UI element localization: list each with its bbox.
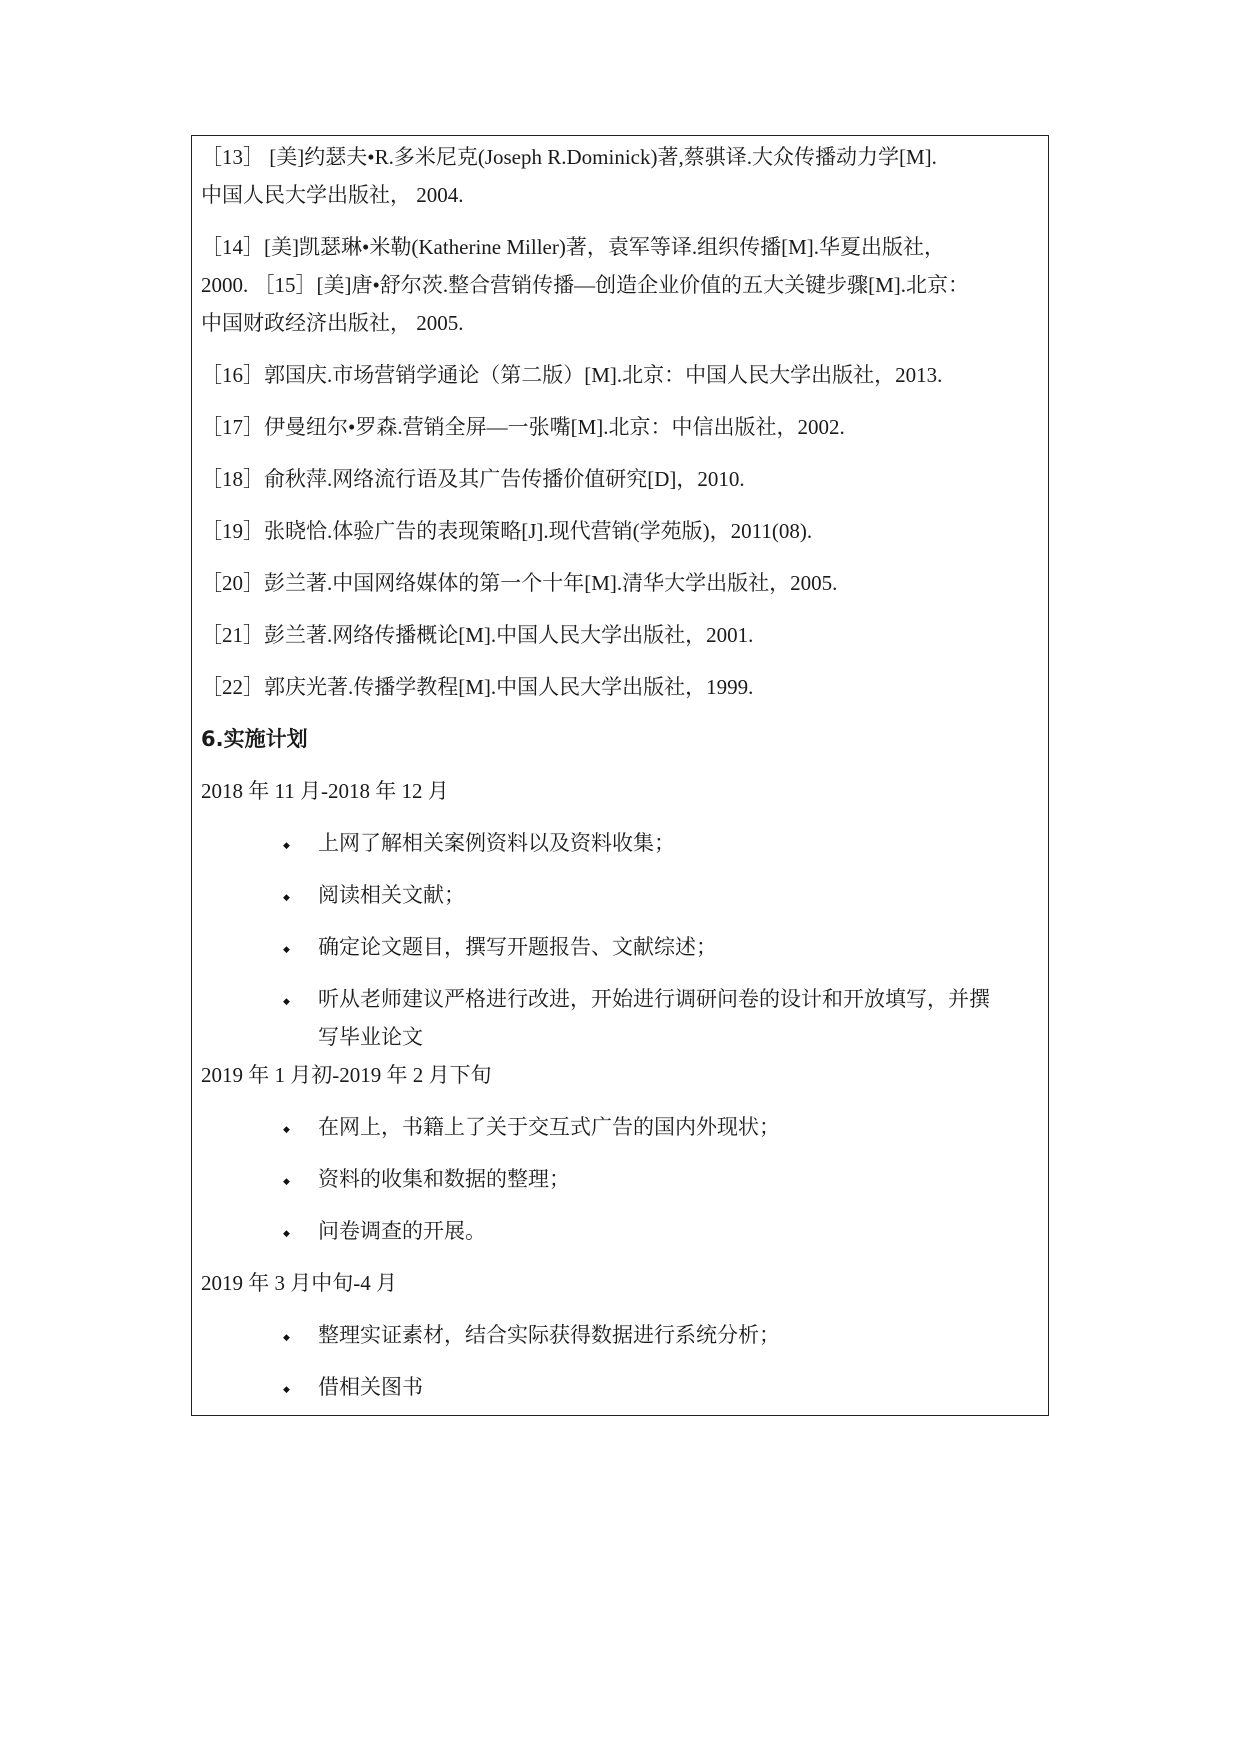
task-item xyxy=(201,1160,1039,1198)
task-item xyxy=(201,980,1039,1056)
reference-line: 中国财政经济出版社， 2005. xyxy=(201,311,464,335)
reference-line: ［18］俞秋萍.网络流行语及其广告传播价值研究[D]，2010. xyxy=(201,467,745,491)
task-item xyxy=(201,1108,1039,1146)
reference-entry xyxy=(201,460,1039,498)
task-item xyxy=(201,1316,1039,1354)
task-text: 整理实证素材，结合实际获得数据进行系统分析； xyxy=(318,1323,780,1347)
task-text: 阅读相关文献； xyxy=(318,883,465,907)
reference-line: ［22］郭庆光著.传播学教程[M].中国人民大学出版社，1999. xyxy=(201,675,754,699)
reference-entry xyxy=(201,408,1039,446)
task-text: 确定论文题目，撰写开题报告、文献综述； xyxy=(318,935,717,959)
diamond-bullet-icon: ◆ xyxy=(283,945,290,955)
reference-line: ［14］[美]凯瑟琳•米勒(Katherine Miller)著，袁军等译.组织传播[M].华夏出版社， xyxy=(201,235,946,259)
reference-line: ［20］彭兰著.中国网络媒体的第一个十年[M].清华大学出版社，2005. xyxy=(201,571,838,595)
reference-line: 2000. ［15］[美]唐•舒尔茨.整合营销传播—创造企业价值的五大关键步骤[M].北京： xyxy=(201,273,969,297)
task-text: 借相关图书 xyxy=(318,1375,423,1399)
task-text: 写毕业论文 xyxy=(318,1025,423,1049)
reference-line: ［17］伊曼纽尔•罗森.营销全屏—一张嘴[M].北京：中信出版社，2002. xyxy=(201,415,845,439)
task-item xyxy=(201,876,1039,914)
task-text: 在网上，书籍上了关于交互式广告的国内外现状； xyxy=(318,1115,780,1139)
task-text: 资料的收集和数据的整理； xyxy=(318,1167,570,1191)
diamond-bullet-icon: ◆ xyxy=(283,1229,290,1239)
task-text: 上网了解相关案例资料以及资料收集； xyxy=(318,831,675,855)
reference-entry xyxy=(201,616,1039,654)
diamond-bullet-icon: ◆ xyxy=(283,1385,290,1395)
diamond-bullet-icon: ◆ xyxy=(283,893,290,903)
content-frame xyxy=(191,135,1049,1416)
reference-line: ［19］张晓恰.体验广告的表现策略[J].现代营销(学苑版)，2011(08). xyxy=(201,519,813,543)
reference-entry xyxy=(201,668,1039,706)
plan-period: 2019 年 1 月初-2019 年 2 月下旬 xyxy=(201,1063,492,1087)
diamond-bullet-icon: ◆ xyxy=(283,1177,290,1187)
reference-line: ［21］彭兰著.网络传播概论[M].中国人民大学出版社，2001. xyxy=(201,623,754,647)
reference-entry xyxy=(201,228,1039,342)
task-item xyxy=(201,928,1039,966)
diamond-bullet-icon: ◆ xyxy=(283,997,290,1007)
diamond-bullet-icon: ◆ xyxy=(283,1333,290,1343)
reference-entry xyxy=(201,356,1039,394)
plan-period: 2018 年 11 月-2018 年 12 月 xyxy=(201,779,449,803)
reference-line: ［13］ [美]约瑟夫•R.多米尼克(Joseph R.Dominick)著,蔡骐译.大众传播动力学[M]. xyxy=(201,145,937,169)
task-item xyxy=(201,1368,1039,1406)
section-heading: 6.实施计划 xyxy=(201,727,308,751)
reference-entry xyxy=(201,564,1039,602)
plan-period: 2019 年 3 月中旬-4 月 xyxy=(201,1271,397,1295)
task-item xyxy=(201,1212,1039,1250)
task-text: 问卷调查的开展。 xyxy=(318,1219,486,1243)
reference-line: 中国人民大学出版社， 2004. xyxy=(201,183,464,207)
reference-line: ［16］郭国庆.市场营销学通论（第二版）[M].北京：中国人民大学出版社，2013. xyxy=(201,363,943,387)
reference-entry xyxy=(201,138,1039,214)
diamond-bullet-icon: ◆ xyxy=(283,841,290,851)
reference-entry xyxy=(201,512,1039,550)
task-item xyxy=(201,824,1039,862)
diamond-bullet-icon: ◆ xyxy=(283,1125,290,1135)
task-text: 听从老师建议严格进行改进，开始进行调研问卷的设计和开放填写，并撰 xyxy=(318,987,990,1011)
